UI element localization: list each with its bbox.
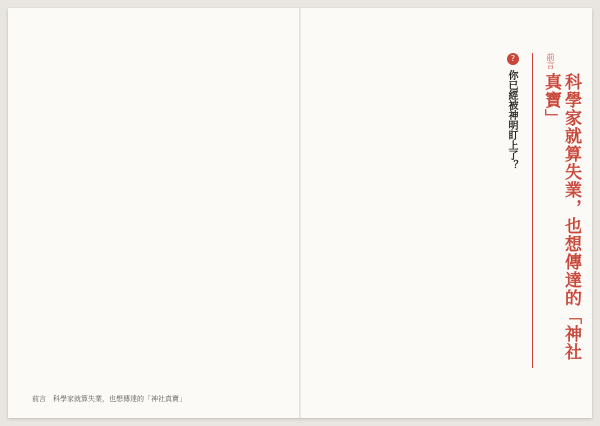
right-footer xyxy=(568,396,574,404)
left-footer xyxy=(26,394,186,404)
right-page xyxy=(300,8,592,418)
left-footer-text: 前言 科學家就算失業，也想傳達的「神社真寶」 xyxy=(32,395,186,403)
section-question: 你已經被神明盯上了？ xyxy=(506,70,517,170)
chapter-title-box xyxy=(532,53,581,368)
book-spread xyxy=(8,8,592,418)
chapter-title: 科學家就算失業，也想傳達的「神社真寶」 xyxy=(541,73,581,361)
left-page xyxy=(8,8,300,418)
chapter-tag: 前言 xyxy=(546,53,555,69)
question-icon: ? xyxy=(507,53,519,65)
